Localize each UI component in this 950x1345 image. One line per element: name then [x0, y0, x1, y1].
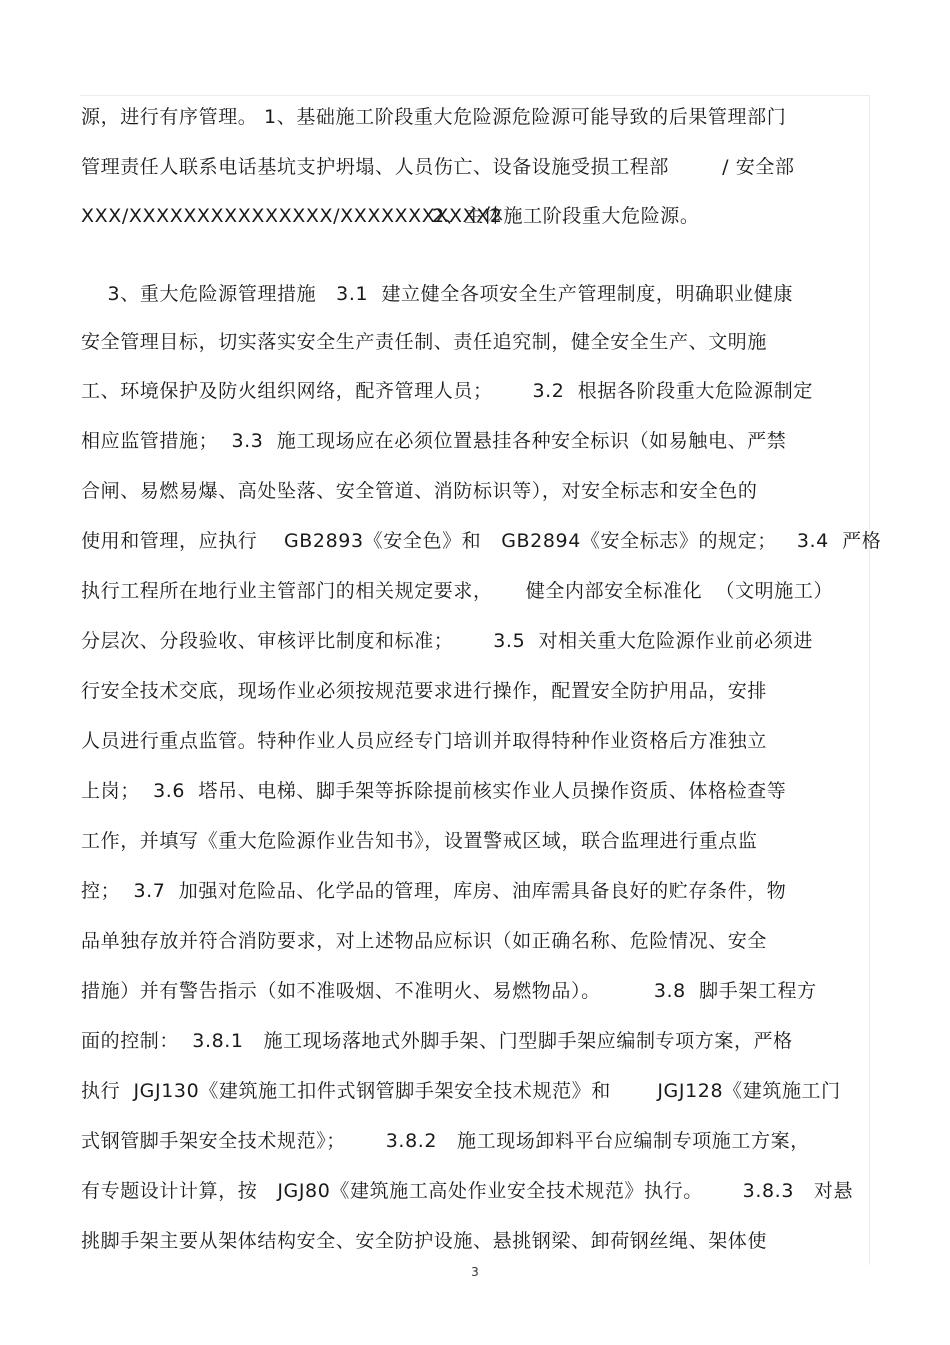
text-line: 管理责任人联系电话基坑支护坍塌、人员伤亡、设备设施受损工程部 / 安全部: [81, 156, 795, 178]
text-line: XXX/XXXXXXXXXXXXXXX/XXXXXXXXXXX2: [81, 205, 503, 227]
text-line: 有专题设计计算，按 JGJ80《建筑施工高处作业安全技术规范》执行。 3.8.3 对悬: [81, 1180, 854, 1202]
page-number: 3: [471, 1265, 479, 1279]
text-line: 安全管理目标，切实落实安全生产责任制、责任追究制，健全安全生产、文明施: [81, 331, 768, 353]
text-line: 面的控制： 3.8.1 施工现场落地式外脚手架、门型脚手架应编制专项方案，严格: [81, 1030, 793, 1052]
text-line: 控； 3.7 加强对危险品、化学品的管理，库房、油库需具备良好的贮存条件，物: [81, 880, 787, 902]
text-line: 源，进行有序管理。 1、基础施工阶段重大危险源危险源可能导致的后果管理部门: [81, 106, 787, 128]
page-border-right: [869, 95, 870, 1265]
text-line: 人员进行重点监管。特种作业人员应经专门培训并取得特种作业资格后方准独立: [81, 730, 768, 752]
text-line: 式钢管脚手架安全技术规范》； 3.8.2 施工现场卸料平台应编制专项施工方案，: [81, 1130, 810, 1152]
text-line: 措施）并有警告指示（如不准吸烟、不准明火、易燃物品）。 3.8 脚手架工程方: [81, 980, 817, 1002]
text-line: 工作，并填写《重大危险源作业告知书》，设置警戒区域，联合监理进行重点监: [81, 830, 758, 852]
text-line: 执行工程所在地行业主管部门的相关规定要求， 健全内部安全标准化 （文明施工）: [81, 580, 834, 602]
text-line: 相应监管措施； 3.3 施工现场应在必须位置悬挂各种安全标识（如易触电、严禁: [81, 430, 787, 452]
text-line: 上岗； 3.6 塔吊、电梯、脚手架等拆除提前核实作业人员操作资质、体格检查等: [81, 780, 787, 802]
page-border-top: [80, 95, 870, 96]
text-line: 执行 JGJ130《建筑施工扣件式钢管脚手架安全技术规范》和 JGJ128《建筑施工门: [81, 1080, 841, 1102]
text-line: 合闸、易燃易爆、高处坠落、安全管道、消防标识等），对安全标志和安全色的: [81, 480, 758, 502]
text-line: 品单独存放并符合消防要求，对上述物品应标识（如正确名称、危险情况、安全: [81, 930, 768, 952]
text-line: 3、重大危险源管理措施 3.1 建立健全各项安全生产管理制度，明确职业健康: [81, 283, 794, 305]
text-line: 工、环境保护及防火组织网络，配齐管理人员； 3.2 根据各阶段重大危险源制定: [81, 380, 813, 402]
text-line: 挑脚手架主要从架体结构安全、安全防护设施、悬挑钢梁、卸荷钢丝绳、架体使: [81, 1230, 768, 1252]
text-line: 使用和管理，应执行 GB2893《安全色》和 GB2894《安全标志》的规定； 3.4 严格: [81, 530, 882, 552]
text-line: 行安全技术交底，现场作业必须按规范要求进行操作，配置安全防护用品，安排: [81, 680, 768, 702]
overlapping-text: 2、主体施工阶段重大危险源。: [432, 205, 700, 227]
text-line: 分层次、分段验收、审核评比制度和标准； 3.5 对相关重大危险源作业前必须进: [81, 630, 813, 652]
